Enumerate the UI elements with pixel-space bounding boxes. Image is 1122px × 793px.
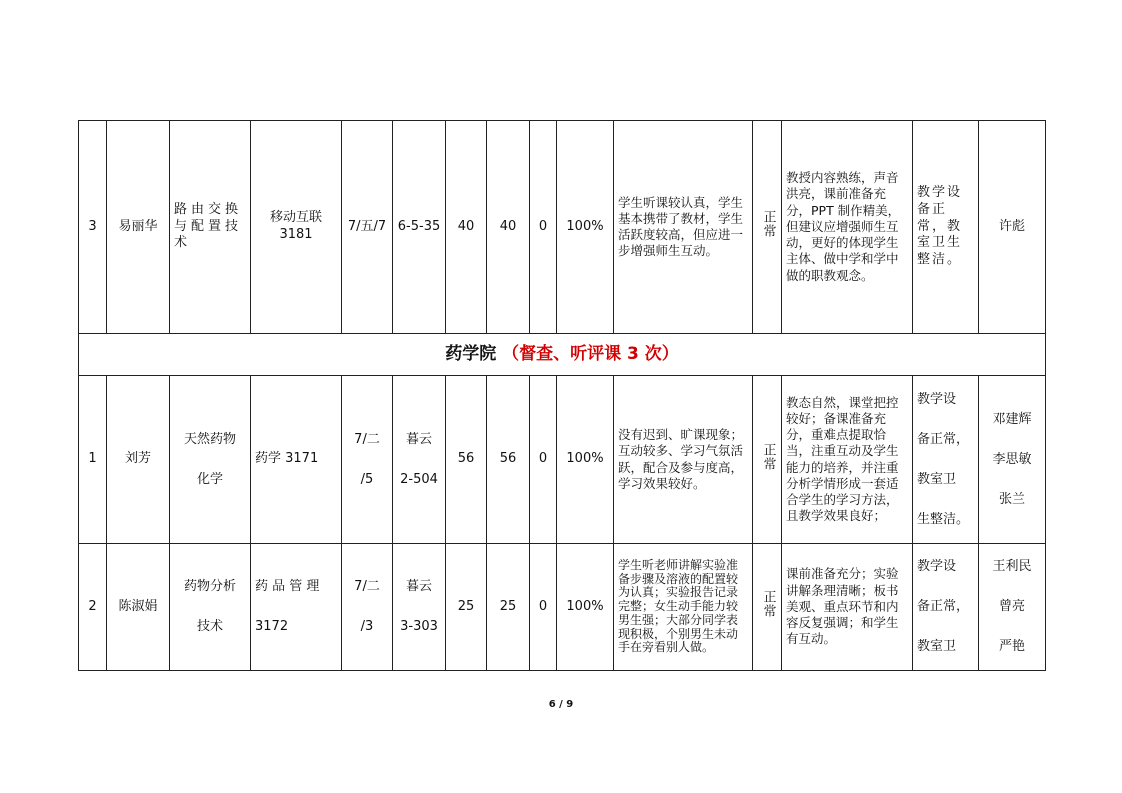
enrolled-count: 56 [446,376,487,544]
inspection-table [78,120,1046,671]
environment-comment: 教学设备正常，教室卫生整洁。 [913,121,979,334]
inspector-name: 王利民 曾亮 严艳 [979,544,1046,671]
inspector-name: 邓建辉 李思敏 张兰 [979,376,1046,544]
date-cell: 7/二 /3 [342,544,393,671]
teaching-comment: 教态自然，课堂把控较好；备课准备充分，重难点提取恰当，注重互动及学生能力的培养，并注重分析学情形成一套适合学生的学习方法，且教学效果良好； [782,376,913,544]
student-comment: 学生听课较认真，学生基本携带了教材，学生活跃度较高，但应进一步增强师生互动。 [614,121,753,334]
enrolled-count: 40 [446,121,487,334]
teacher-name: 刘芳 [107,376,170,544]
section-header-row [79,334,1046,376]
section-title [79,334,1046,376]
room-cell: 暮云 3-303 [393,544,446,671]
course-name: 路由交换与配置技术 [170,121,251,334]
room-cell: 暮云 2-504 [393,376,446,544]
enrolled-count: 25 [446,544,487,671]
course-name: 天然药物 化学 [170,376,251,544]
status-cell: 正常 [760,590,776,619]
period-cell: 6-5-35 [393,121,446,334]
attendance-rate: 100% [557,544,614,671]
attendance-rate: 100% [557,121,614,334]
section-note: （督查、听评课 3 次） [502,344,679,365]
present-count: 25 [487,544,530,671]
table-row [79,121,1046,334]
present-count: 40 [487,121,530,334]
status-cell: 正常 [760,442,776,471]
status-cell: 正常 [760,210,776,239]
date-cell: 7/二 /5 [342,376,393,544]
teacher-name: 陈淑娟 [107,544,170,671]
course-name: 药物分析 技术 [170,544,251,671]
date-cell: 7/五/7 [342,121,393,334]
teaching-comment: 课前准备充分；实验讲解条理清晰；板书美观、重点环节和内容反复强调；和学生有互动。 [782,544,913,671]
present-count: 56 [487,376,530,544]
class-name: 移动互联3181 [251,121,342,334]
row-number: 3 [79,121,107,334]
teaching-comment: 教授内容熟练，声音洪亮，课前准备充分，PPT 制作精美，但建议应增强师生互动，更好的体现学生主体、做中学和学中做的职教观念。 [782,121,913,334]
student-comment: 没有迟到、旷课现象；互动较多、学习气氛活跃，配合及参与度高，学习效果较好。 [614,376,753,544]
teacher-name: 易丽华 [107,121,170,334]
absent-count: 0 [530,121,557,334]
page-number: 6 / 9 [548,699,574,710]
absent-count: 0 [530,376,557,544]
student-comment: 学生听老师讲解实验准备步骤及溶液的配置较为认真；实验报告记录完整；女生动手能力较男生强；大部分同学表现积极，个别男生未动手在旁看别人做。 [614,544,753,671]
row-number: 1 [79,376,107,544]
section-name: 药学院 [445,344,497,365]
environment-comment: 教学设 备正常， 教室卫 [913,544,979,671]
table-row [79,376,1046,544]
absent-count: 0 [530,544,557,671]
attendance-rate: 100% [557,376,614,544]
environment-comment: 教学设 备正常， 教室卫 生整洁。 [913,376,979,544]
row-number: 2 [79,544,107,671]
table-row [79,544,1046,671]
inspector-name: 许彪 [979,121,1046,334]
class-name: 药学 3171 [251,376,342,544]
class-name: 药 品 管 理 3172 [251,544,342,671]
